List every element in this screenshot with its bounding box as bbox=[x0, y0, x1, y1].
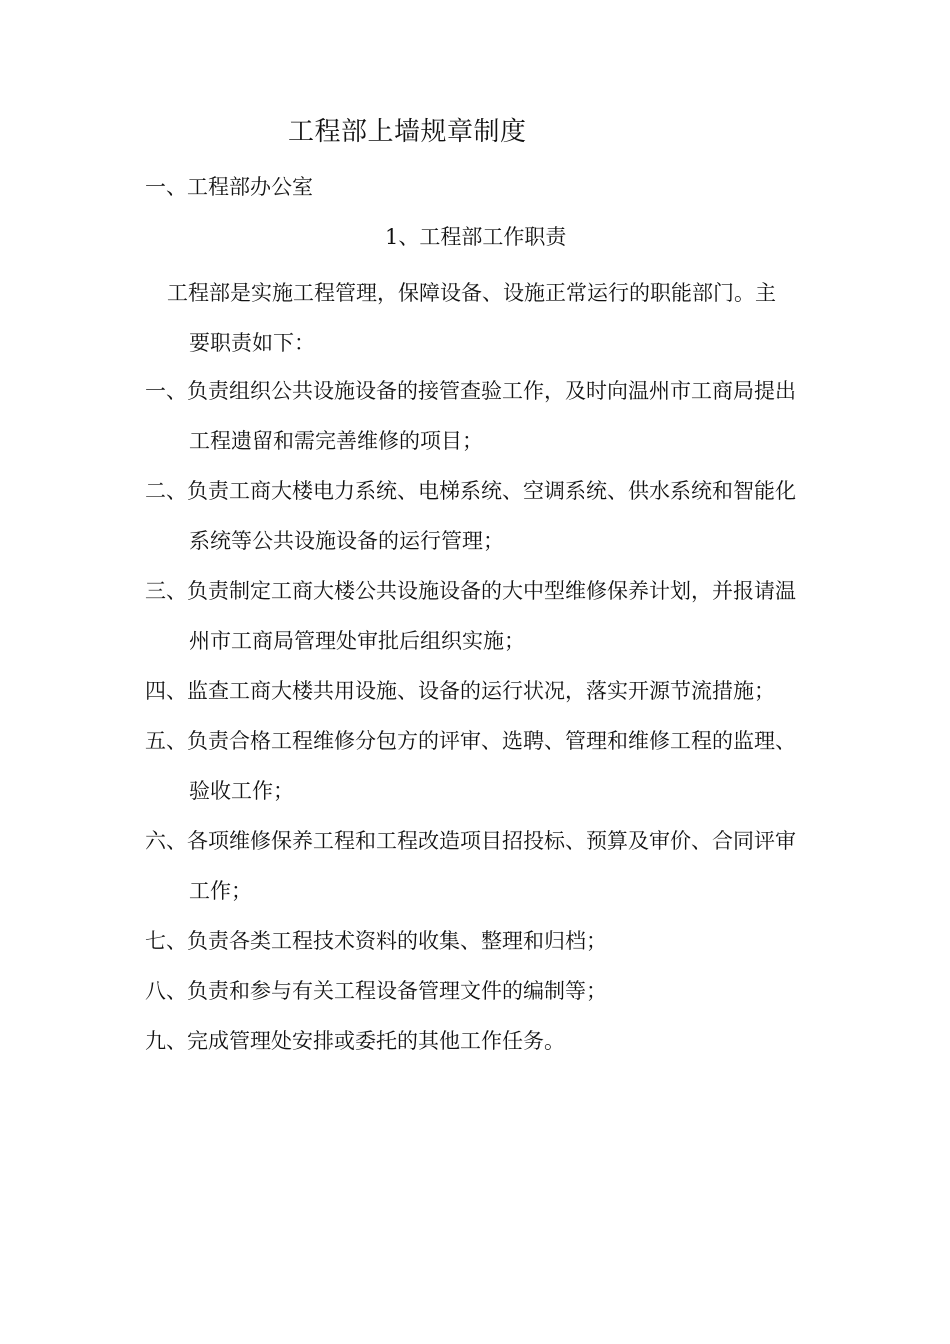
intro-line-2: 要职责如下： bbox=[189, 331, 315, 355]
duty-item-4: 四、监查工商大楼共用设施、设备的运行状况，落实开源节流措施； bbox=[145, 679, 775, 703]
section-heading: 一、工程部办公室 bbox=[145, 175, 313, 199]
intro-line-1: 工程部是实施工程管理，保障设备、设施正常运行的职能部门。主 bbox=[167, 281, 776, 305]
duty-item-8: 八、负责和参与有关工程设备管理文件的编制等； bbox=[145, 979, 607, 1003]
duty-item-5: 五、负责合格工程维修分包方的评审、选聘、管理和维修工程的监理、验收工作； bbox=[145, 729, 796, 803]
intro-paragraph bbox=[145, 268, 810, 368]
duties-list bbox=[145, 366, 810, 1066]
duty-item-6: 六、各项维修保养工程和工程改造项目招投标、预算及审价、合同评审工作； bbox=[145, 829, 796, 903]
duty-item-1: 一、负责组织公共设施设备的接管查验工作，及时向温州市工商局提出工程遗留和需完善维修的项目； bbox=[145, 379, 796, 453]
subsection-heading: 1、工程部工作职责 bbox=[385, 225, 567, 249]
duty-item-7: 七、负责各类工程技术资料的收集、整理和归档； bbox=[145, 929, 607, 953]
duty-item-9: 九、完成管理处安排或委托的其他工作任务。 bbox=[145, 1029, 565, 1053]
page-title: 工程部上墙规章制度 bbox=[288, 117, 527, 147]
duty-item-3: 三、负责制定工商大楼公共设施设备的大中型维修保养计划，并报请温州市工商局管理处审批后组织实施； bbox=[145, 579, 796, 653]
duty-item-2: 二、负责工商大楼电力系统、电梯系统、空调系统、供水系统和智能化系统等公共设施设备的运行管理； bbox=[145, 479, 796, 553]
